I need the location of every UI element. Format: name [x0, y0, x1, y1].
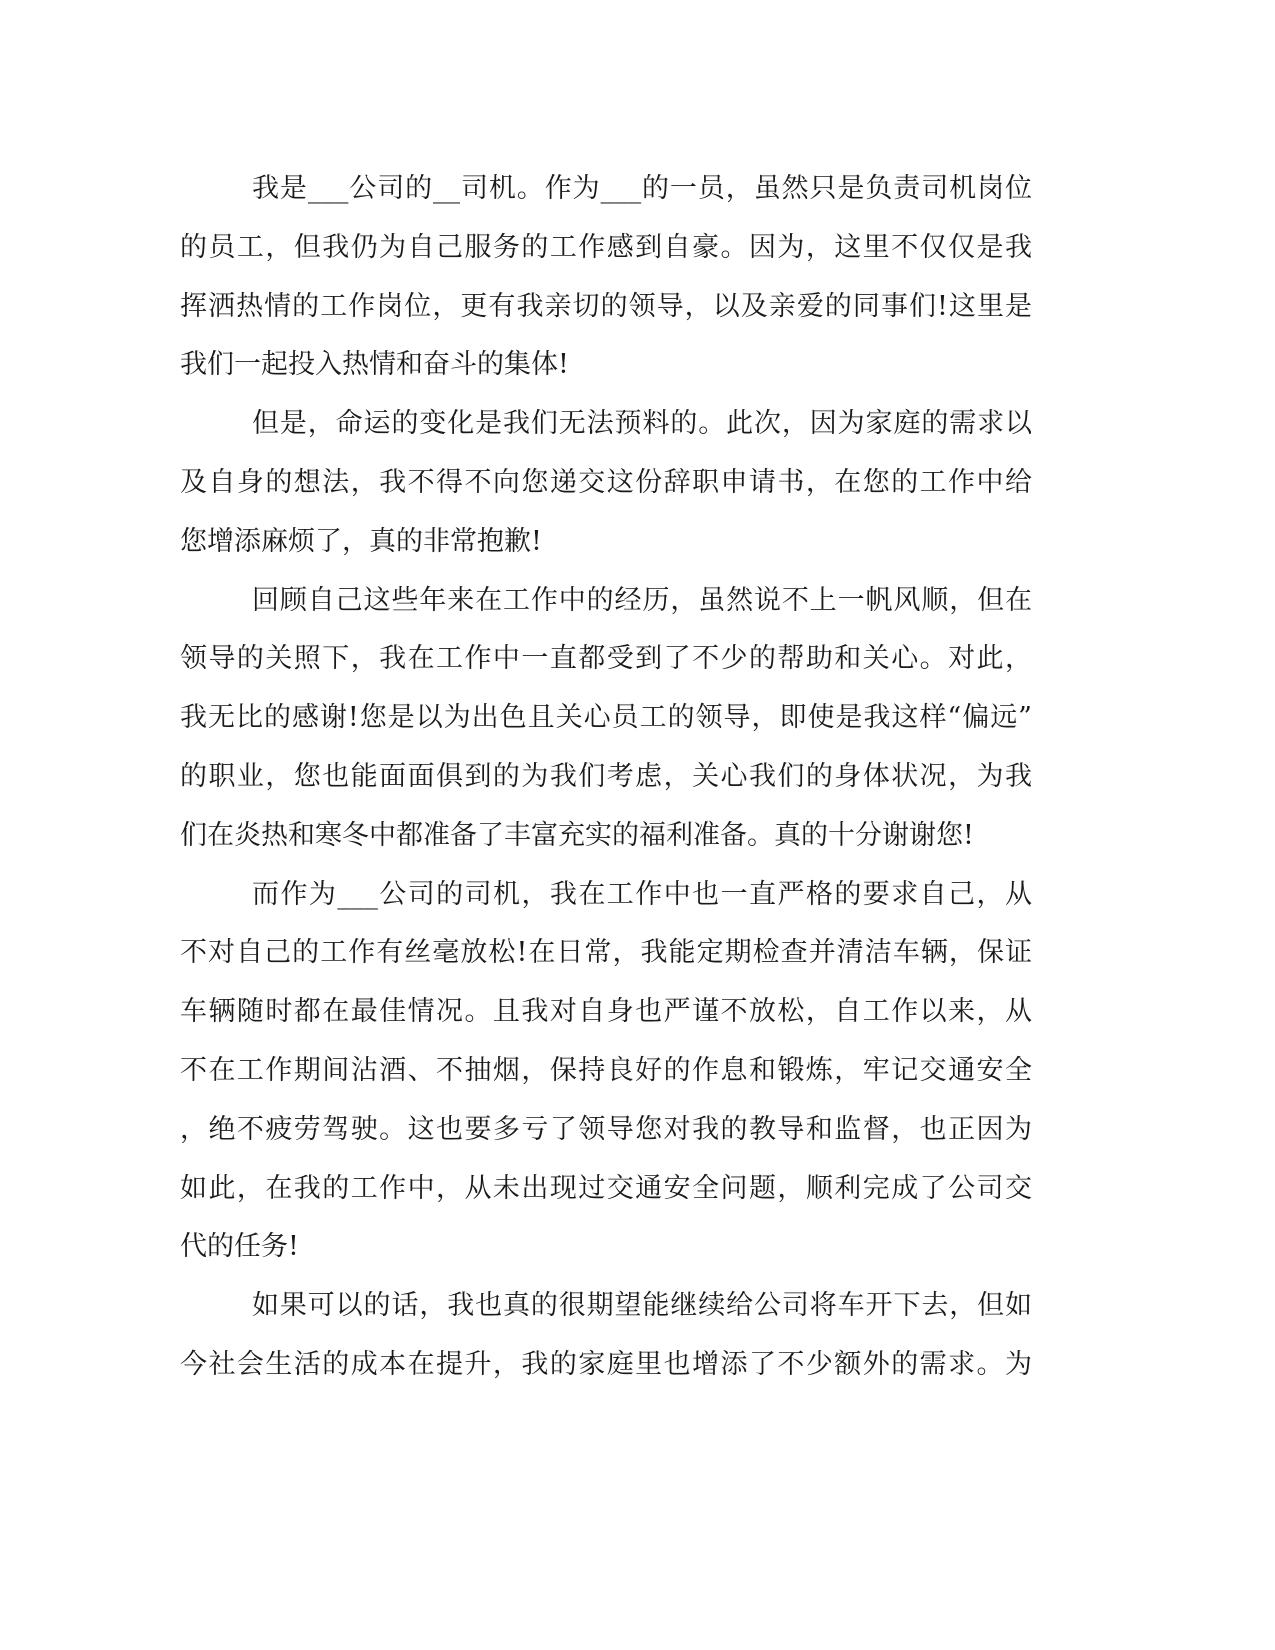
text-line: 不对自己的工作有丝毫放松!在日常，我能定期检查并清洁车辆，保证: [180, 937, 1032, 969]
text-line: 车辆随时都在最佳情况。且我对自身也严谨不放松，自工作以来，从: [180, 996, 1032, 1028]
text-line: 的职业，您也能面面俱到的为我们考虑，关心我们的身体状况，为我: [180, 760, 1032, 792]
text-line: 不在工作期间沾酒、不抽烟，保持良好的作息和锻炼，牢记交通安全: [180, 1054, 1032, 1086]
paragraph: [180, 395, 1032, 571]
text-line: 但是，命运的变化是我们无法预料的。此次，因为家庭的需求以: [252, 408, 1032, 440]
text-line: 的员工，但我仍为自己服务的工作感到自豪。因为，这里不仅仅是我: [180, 231, 1032, 263]
text-line: 领导的关照下，我在工作中一直都受到了不少的帮助和关心。对此，: [180, 643, 1032, 675]
paragraph: [180, 572, 1032, 866]
text-line: 挥洒热情的工作岗位，更有我亲切的领导，以及亲爱的同事们!这里是: [180, 290, 1032, 322]
text-line: 如此，在我的工作中，从未出现过交通安全问题，顺利完成了公司交: [180, 1172, 1032, 1204]
paragraph: [180, 866, 1032, 1278]
text-line: 我是___公司的__司机。作为___的一员，虽然只是负责司机岗位: [252, 173, 1032, 204]
text-line: 们在炎热和寒冬中都准备了丰富充实的福利准备。真的十分谢谢您!: [180, 819, 974, 851]
text-line: ，绝不疲劳驾驶。这也要多亏了领导您对我的教导和监督，也正因为: [180, 1113, 1032, 1145]
text-line: 我无比的感谢!您是以为出色且关心员工的领导，即使是我这样“偏远”: [180, 702, 1032, 734]
paragraph: [180, 160, 1032, 395]
text-line: 及自身的想法，我不得不向您递交这份辞职申请书，在您的工作中给: [180, 466, 1032, 498]
text-line: 而作为___公司的司机，我在工作中也一直严格的要求自己，从: [252, 878, 1032, 910]
text-line: 您增添麻烦了，真的非常抱歉!: [180, 525, 542, 557]
text-line: 如果可以的话，我也真的很期望能继续给公司将车开下去，但如: [252, 1290, 1032, 1322]
text-line: 回顾自己这些年来在工作中的经历，虽然说不上一帆风顺，但在: [252, 584, 1032, 616]
paragraph: [180, 1277, 1032, 1395]
text-line: 我们一起投入热情和奋斗的集体!: [180, 349, 569, 381]
letter-body: [180, 160, 1032, 1395]
text-line: 今社会生活的成本在提升，我的家庭里也增添了不少额外的需求。为: [180, 1348, 1032, 1380]
text-line: 代的任务!: [180, 1231, 299, 1263]
